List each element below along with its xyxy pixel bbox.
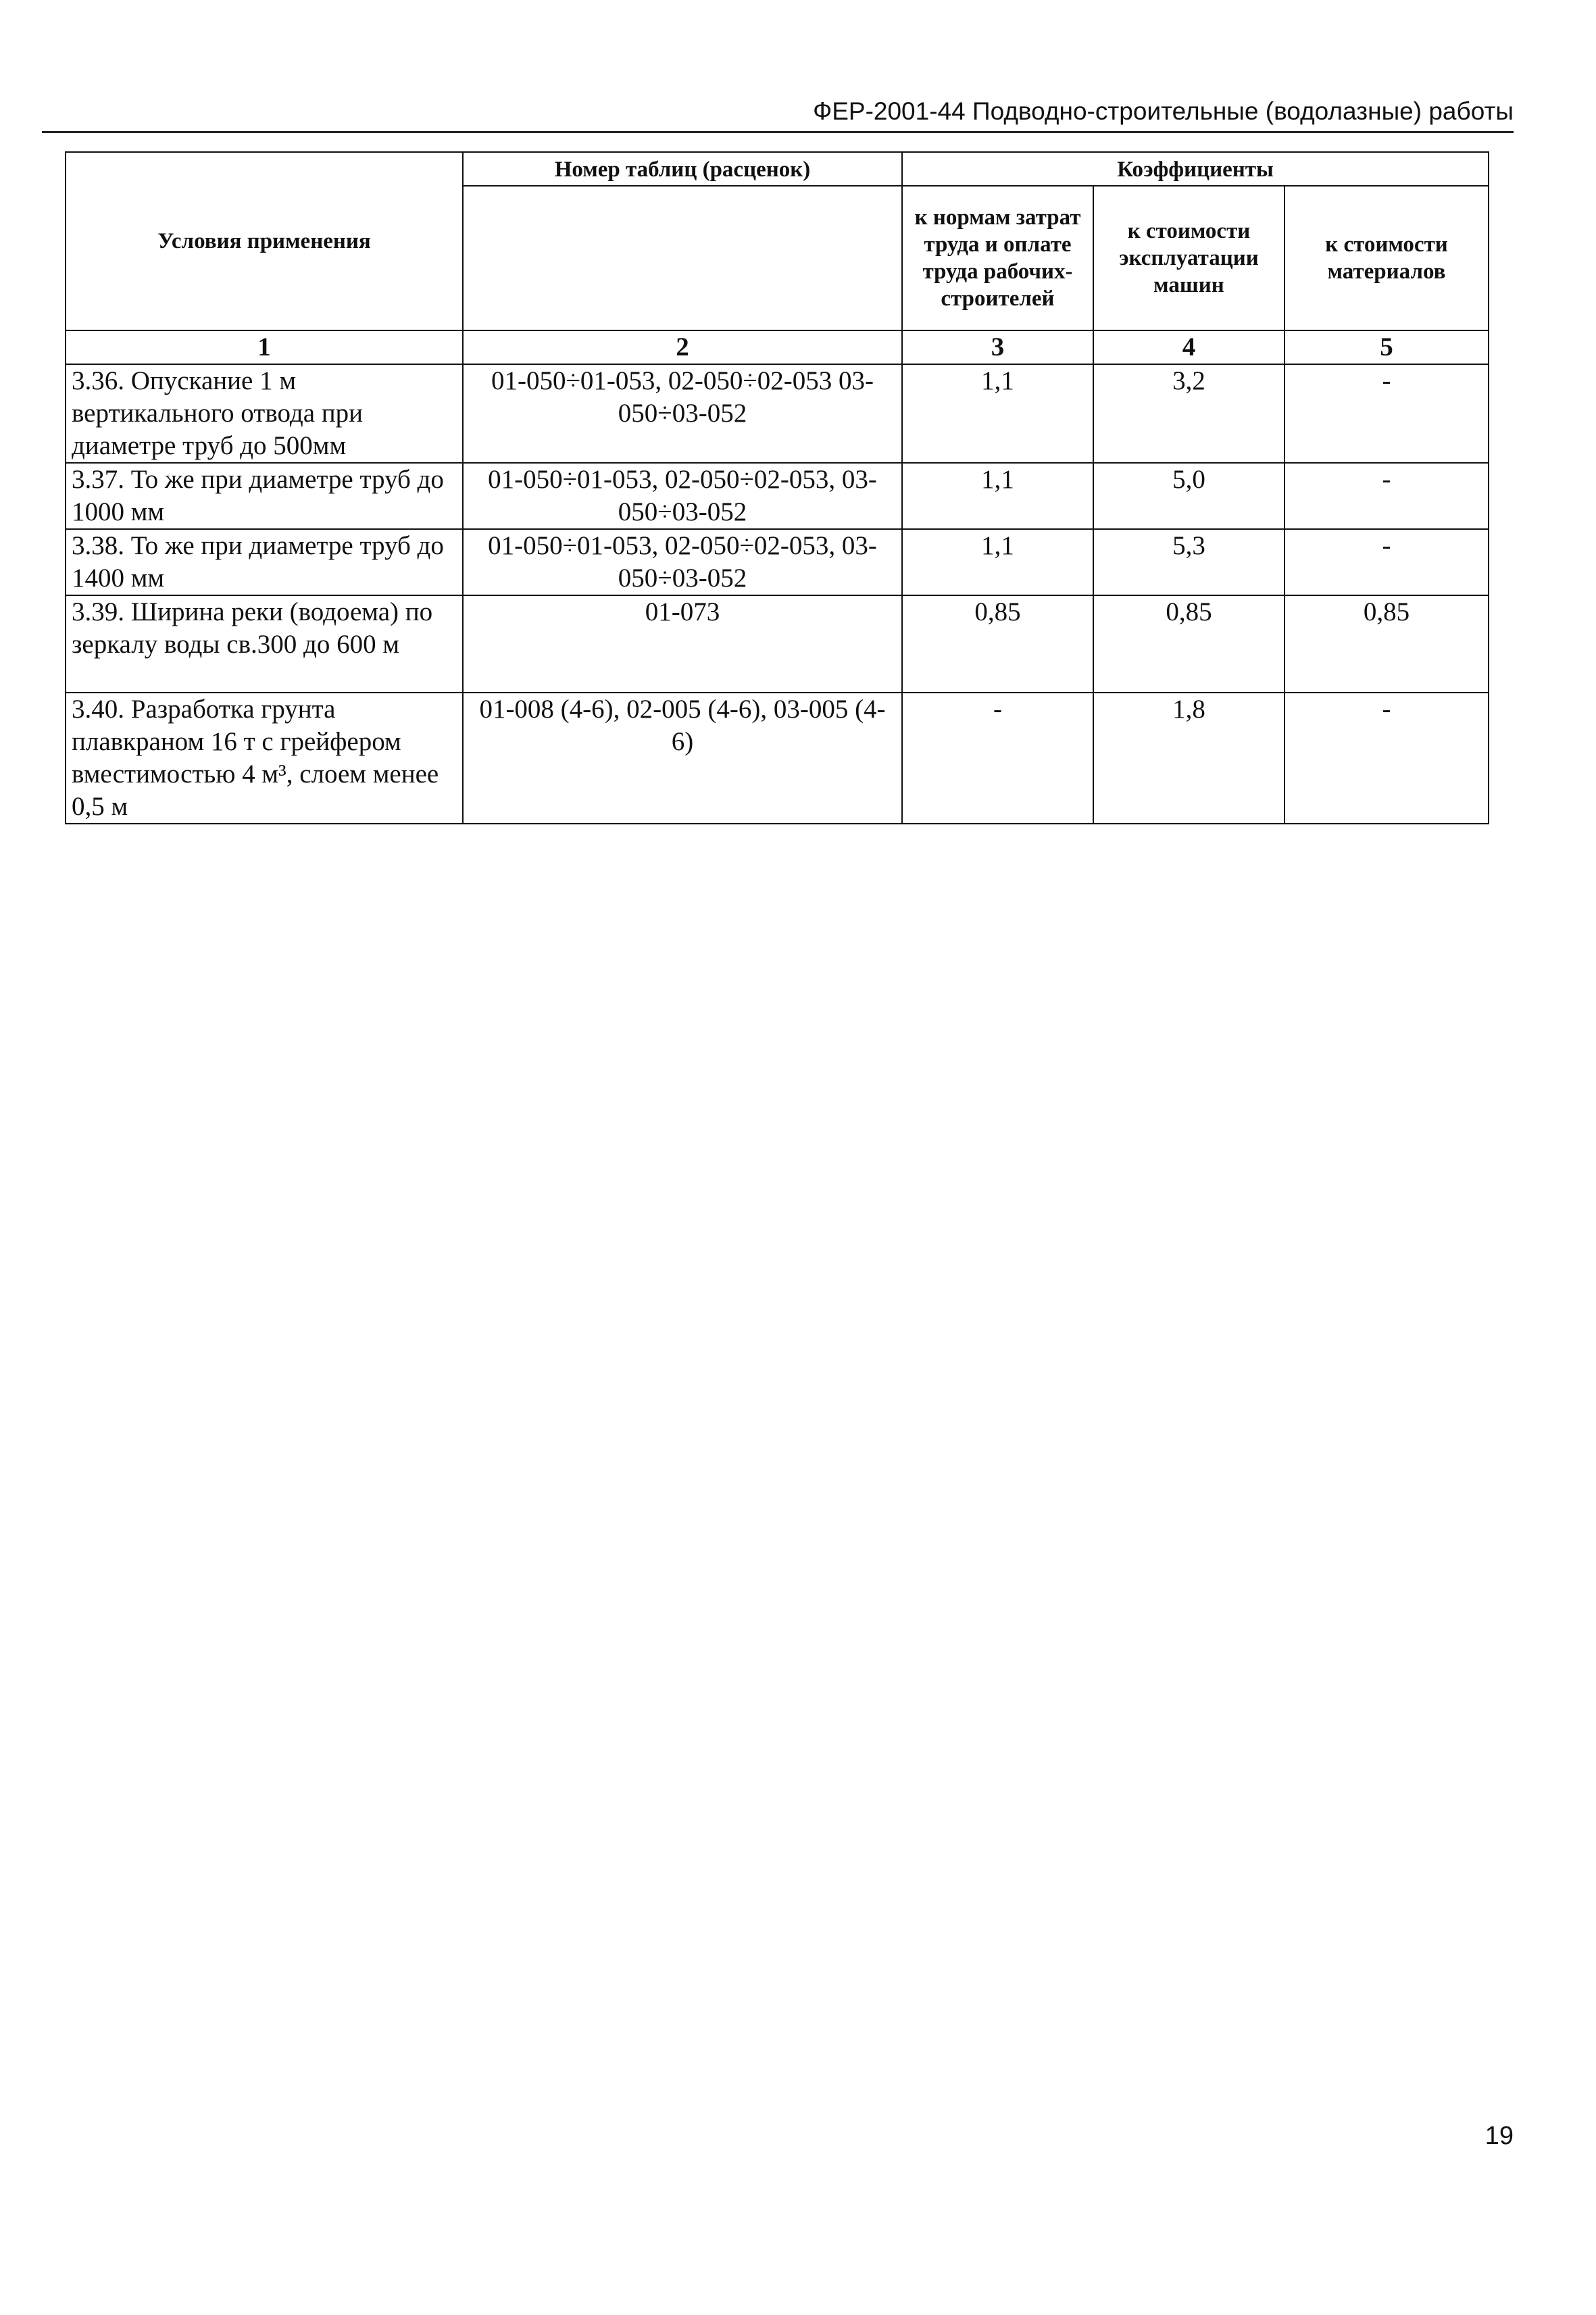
column-number-1: 1: [66, 330, 463, 364]
row-materials: -: [1285, 529, 1489, 595]
row-materials: -: [1285, 463, 1489, 529]
row-condition: 3.37. То же при диаметре труб до 1000 мм: [66, 463, 463, 529]
row-tables: 01-050÷01-053, 02-050÷02-053 03-050÷03-052: [463, 364, 902, 463]
row-machines: 5,0: [1093, 463, 1285, 529]
column-number-3: 3: [902, 330, 1093, 364]
row-tables: 01-050÷01-053, 02-050÷02-053, 03-050÷03-052: [463, 529, 902, 595]
row-tables: 01-050÷01-053, 02-050÷02-053, 03-050÷03-052: [463, 463, 902, 529]
row-machines: 0,85: [1093, 595, 1285, 693]
column-number-2: 2: [463, 330, 902, 364]
row-tables: 01-008 (4-6), 02-005 (4-6), 03-005 (4-6): [463, 693, 902, 824]
row-machines: 3,2: [1093, 364, 1285, 463]
row-tables: 01-073: [463, 595, 902, 693]
page-number: 19: [1485, 2122, 1514, 2150]
row-condition: 3.36. Опускание 1 м вертикального отвода при диаметре труб до 500мм: [66, 364, 463, 463]
row-machines: 5,3: [1093, 529, 1285, 595]
header-table-numbers-empty: [463, 186, 902, 330]
table-row: [66, 463, 1489, 529]
table-row: [66, 364, 1489, 463]
table-row: [66, 529, 1489, 595]
row-materials: -: [1285, 364, 1489, 463]
header-coefficients: Коэффициенты: [902, 152, 1489, 186]
header-materials: к стоимости материалов: [1285, 186, 1489, 330]
coefficients-table: [65, 151, 1489, 824]
row-labor: -: [902, 693, 1093, 824]
row-labor: 1,1: [902, 463, 1093, 529]
column-number-4: 4: [1093, 330, 1285, 364]
column-number-5: 5: [1285, 330, 1489, 364]
row-materials: -: [1285, 693, 1489, 824]
row-condition: 3.38. То же при диаметре труб до 1400 мм: [66, 529, 463, 595]
row-materials: 0,85: [1285, 595, 1489, 693]
row-labor: 0,85: [902, 595, 1093, 693]
table-row: [66, 693, 1489, 824]
table-row: [66, 595, 1489, 693]
header-table-numbers: Номер таблиц (расценок): [463, 152, 902, 186]
row-labor: 1,1: [902, 364, 1093, 463]
page-header: ФЕР-2001-44 Подводно-строительные (водолазные) работы: [42, 92, 1514, 133]
row-machines: 1,8: [1093, 693, 1285, 824]
row-labor: 1,1: [902, 529, 1093, 595]
row-condition: 3.39. Ширина реки (водоема) по зеркалу воды св.300 до 600 м: [66, 595, 463, 693]
header-machines: к стоимости эксплуатации машин: [1093, 186, 1285, 330]
header-conditions: Условия применения: [66, 152, 463, 330]
row-condition: 3.40. Разработка грунта плавкраном 16 т с грейфером вместимостью 4 м³, слоем менее 0,5 м: [66, 693, 463, 824]
header-labor: к нормам затрат труда и оплате труда рабочих-строителей: [902, 186, 1093, 330]
